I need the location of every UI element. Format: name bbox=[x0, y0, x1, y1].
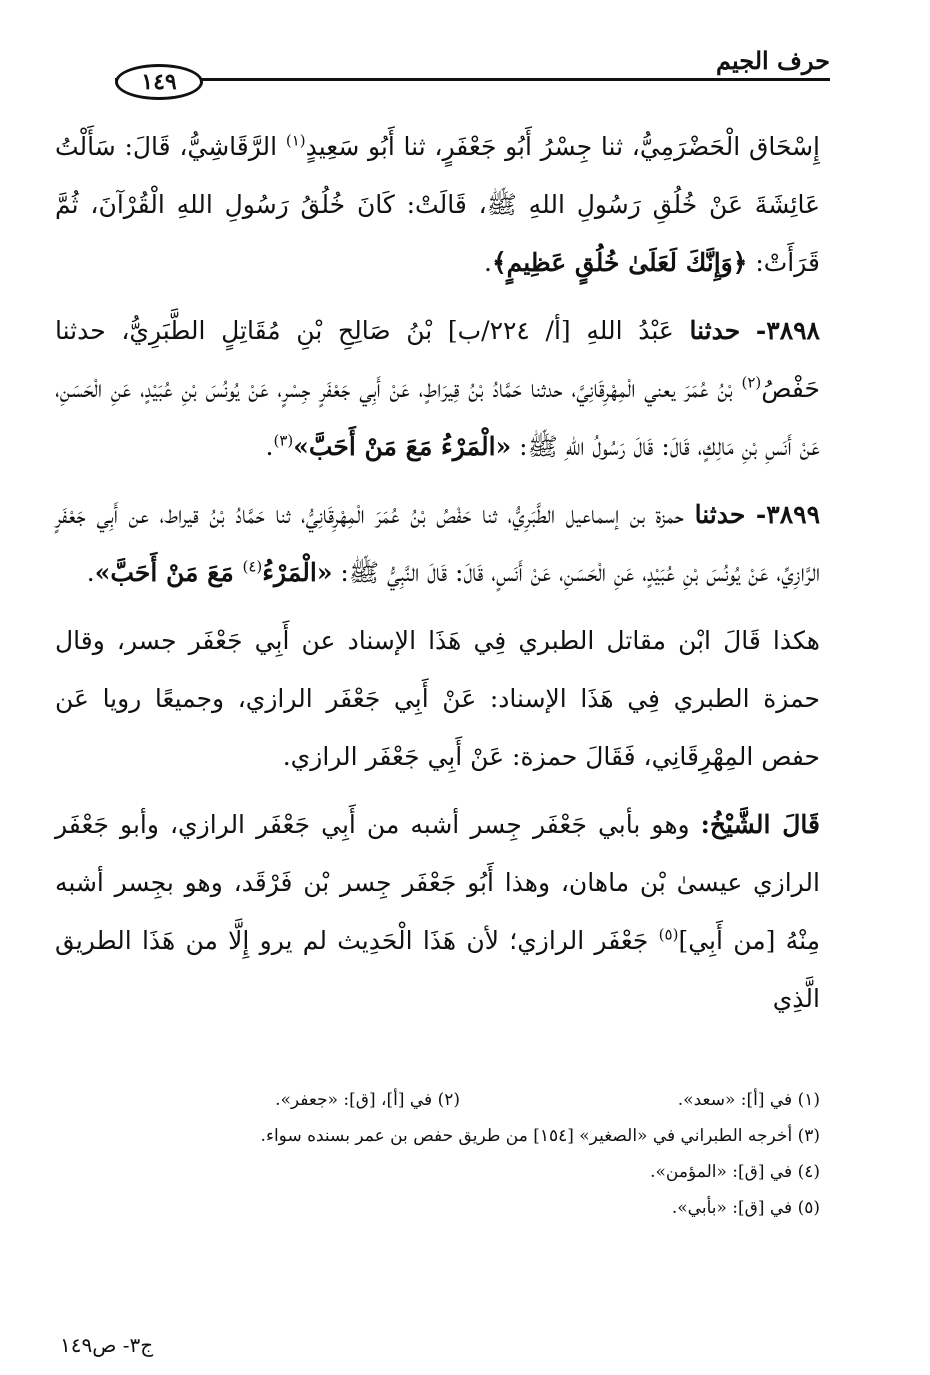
page-number: ١٤٩ bbox=[115, 64, 203, 100]
hadith-number: ٣٨٩٩- bbox=[755, 500, 820, 529]
hadith-text-end: مَعَ مَنْ أَحَبَّ» bbox=[94, 558, 243, 587]
footnote-4: (٤) في [ق]: «المؤمن». bbox=[650, 1162, 820, 1182]
footnote-1: (١) في [أ]: «سعد». bbox=[677, 1090, 820, 1110]
quran-verse: ﴿وَإِنَّكَ لَعَلَىٰ خُلُقٍ عَظِيمٍ﴾ bbox=[491, 248, 748, 277]
footnote-ref-2: (٢) bbox=[741, 373, 762, 392]
narration-keyword: حدثنا bbox=[694, 500, 746, 529]
volume-page-footer: ج٣- ص١٤٩ bbox=[60, 1333, 154, 1357]
hadith-number: ٣٨٩٨- bbox=[755, 316, 820, 345]
sheikh-label: قَالَ الشَّيْخُ: bbox=[700, 810, 820, 839]
commentary-paragraph: هكذا قَالَ ابْن مقاتل الطبري فِي هَذَا الإسناد عن أَبِي جَعْفَر جسر، وقال حمزة الطبري فِي هَذَا الإسناد: عَنْ أَبِي جَعْفَر الرازي، وجميعًا رويا عَن حفص المِهْرِقَانِي، فَقَالَ حمزة: عَنْ أَبِي جَعْفَر الرازي. bbox=[55, 626, 820, 771]
hadith-3898: ٣٨٩٨- حدثنا عَبْدُ اللهِ [أ/ ٢٢٤/ب] بْنُ صَالِحِ بْنِ مُقَاتِلٍ الطَّبَرِيُّ، حدثنا حَفْصُ$^{(٢)}$ بْنُ عُمَرَ يعني الْمِهْرِقَانِيَّ، حدثنا حَمَّادُ بْنُ قِيرَاطٍ، عَنْ أَبِي جَعْفَرٍ جِسْرٍ، عَنْ يُونُسَ بْنِ عُبَيْدٍ، عَنِ الْحَسَنِ، عَنْ أَنَسِ بْنِ مَالِكٍ، قَالَ: قَالَ رَسُولُ اللهِ ﷺ: «الْمَرْءُ مَعَ مَنْ أَحَبَّ»$^{(٣)}$. bbox=[55, 316, 820, 461]
footnote-ref-1: (١) bbox=[285, 131, 306, 150]
hadith-text: «الْمَرْءُ bbox=[262, 558, 333, 587]
footnote-ref-5: (٥) bbox=[658, 925, 679, 944]
footnote-ref-4: (٤) bbox=[242, 557, 263, 576]
running-title: حرف الجيم bbox=[716, 46, 830, 75]
footnote-2: (٢) في [أ]، [ق]: «جعفر». bbox=[275, 1090, 460, 1110]
footnotes bbox=[100, 1082, 820, 1226]
footnote-3: (٣) أخرجه الطبراني في «الصغير» [١٥٤] من طريق حفص بن عمر بسنده سواء. bbox=[260, 1126, 820, 1146]
page-header bbox=[55, 42, 830, 102]
hadith-3899: ٣٨٩٩- حدثنا حمزة بن إسماعيل الطَّبَرِيُّ، ثنا حَفْصُ بْنُ عُمَرَ الْمِهْرِقَانِيُّ، ثنا حَمَّادُ بْنُ قيراط، عن أَبِي جَعْفَرٍ الرَّازِيِّ، عَنْ يُونُسَ بْنِ عُبَيْدٍ، عَنِ الْحَسَنِ، عَنْ أَنَسٍ، قَالَ: قَالَ النَّبِيُّ ﷺ: «الْمَرْءُ$^{(٤)}$ مَعَ مَنْ أَحَبَّ». bbox=[55, 500, 820, 587]
sheikh-comment: قَالَ الشَّيْخُ: وهو بأبي جَعْفَر جِسر أشبه من أَبِي جَعْفَر الرازي، وأبو جَعْفَر الرازي عيسىٰ بْن ماهان، وهذا أَبُو جَعْفَر جِسر بْن فَرْقَد، وهو بجِسر أشبه مِنْهُ [من أَبِي]$^{(٥)}$ جَعْفَر الرازي؛ لأن هَذَا الْحَدِيث لم يرو إِلَّا من هَذَا الطريق الَّذِي bbox=[55, 810, 821, 1013]
footnote-ref-3: (٣) bbox=[273, 431, 294, 450]
main-text bbox=[55, 118, 820, 1038]
paragraph-continuation: إِسْحَاق الْحَضْرَمِيُّ، ثنا جِسْرُ أَبُو جَعْفَرٍ، ثنا أَبُو سَعِيدٍ$^{(١)}$ الرَّقَاشِيُّ، قَالَ: سَأَلْتُ عَائِشَةَ عَنْ خُلُقِ رَسُولِ اللهِ ﷺ، قَالَتْ: كَانَ خُلُقُ رَسُولِ اللهِ الْقُرْآنَ، ثُمَّ قَرَأَتْ: ﴿وَإِنَّكَ لَعَلَىٰ خُلُقٍ عَظِيمٍ﴾. bbox=[55, 131, 820, 277]
header-rule bbox=[115, 78, 830, 81]
footnote-row bbox=[100, 1082, 820, 1118]
hadith-text: «الْمَرْءُ مَعَ مَنْ أَحَبَّ» bbox=[293, 432, 512, 461]
footnote-5: (٥) في [ق]: «بأبي». bbox=[671, 1198, 820, 1218]
narration-keyword: حدثنا bbox=[689, 316, 741, 345]
